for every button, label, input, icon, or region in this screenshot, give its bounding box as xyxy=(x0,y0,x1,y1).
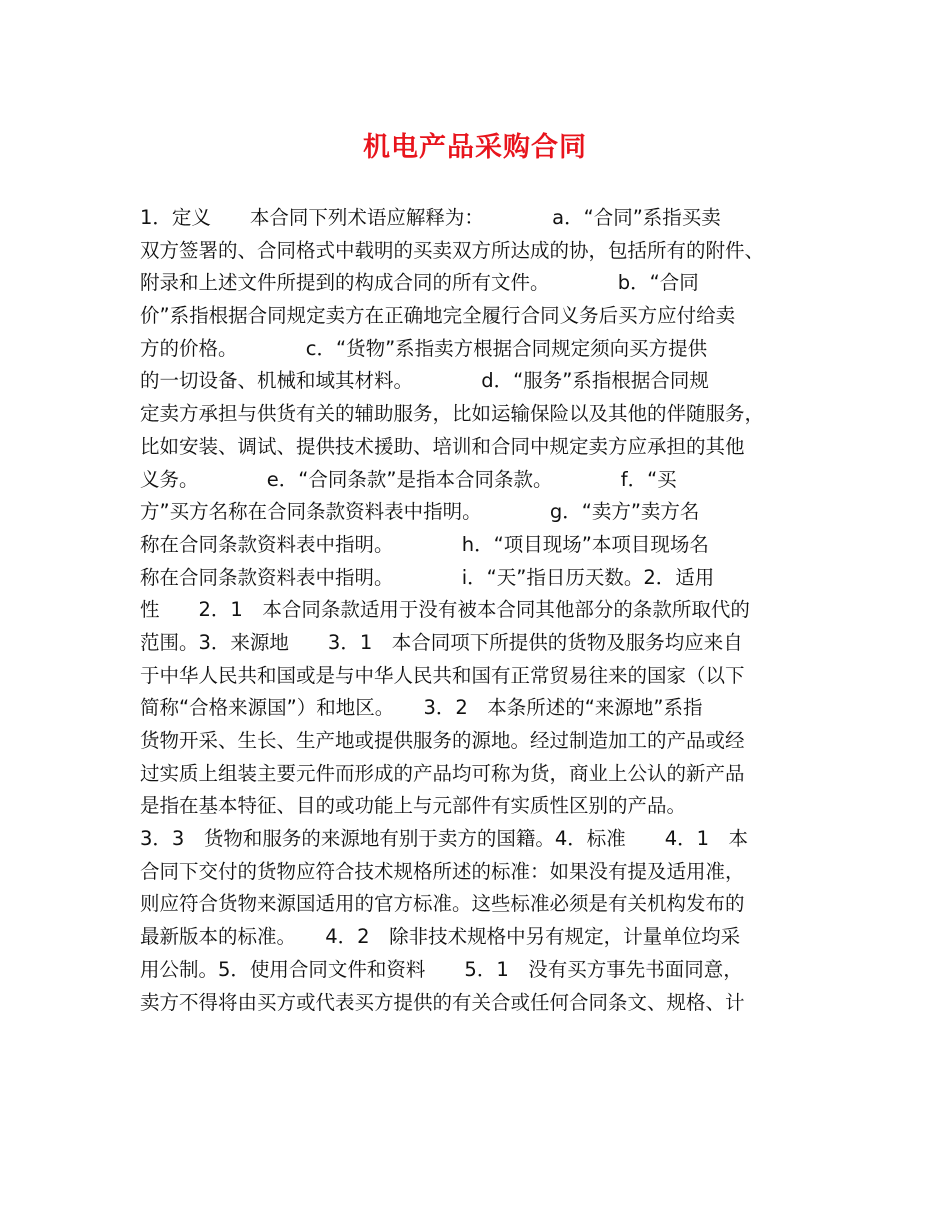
body-line: 卖方不得将由买方或代表买方提供的有关合或任何合同条文、规格、计 xyxy=(140,990,745,1014)
body-line: 合同下交付的货物应符合技术规格所述的标准：如果没有提及适用准， xyxy=(140,859,745,883)
body-line: 的一切设备、机械和域其材料。 d．“服务”系指根据合同规 xyxy=(140,369,709,393)
body-line: 最新版本的标准。 4．2 除非技术规格中另有规定，计量单位均采 xyxy=(140,925,741,949)
body-line: 称在合同条款资料表中指明。 h．“项目现场”本项目现场名 xyxy=(140,532,709,556)
body-line: 价”系指根据合同规定卖方在正确地完全履行合同义务后买方应付给卖 xyxy=(140,304,736,328)
body-line: 定卖方承担与供货有关的辅助服务，比如运输保险以及其他的伴随服务， xyxy=(140,402,765,426)
body-line: 则应符合货物来源国适用的官方标准。这些标准必须是有关机构发布的 xyxy=(140,892,745,916)
body-line: 义务。 e．“合同条款”是指本合同条款。 f．“买 xyxy=(140,467,677,491)
body-line: 过实质上组装主要元件而形成的产品均可称为货，商业上公认的新产品 xyxy=(140,761,745,785)
body-line: 方”买方名称在合同条款资料表中指明。 g．“卖方”卖方名 xyxy=(140,500,700,524)
document-body xyxy=(140,202,830,1019)
body-line: 用公制。5．使用合同文件和资料 5．1 没有买方事先书面同意， xyxy=(140,957,743,981)
body-line: 称在合同条款资料表中指明。 i．“天”指日历天数。2．适用 xyxy=(140,565,715,589)
body-line: 双方签署的、合同格式中载明的买卖双方所达成的协，包括所有的附件、 xyxy=(140,238,765,262)
body-line: 是指在基本特征、目的或功能上与元部件有实质性区别的产品。 xyxy=(140,794,687,818)
body-line: 方的价格。 c．“货物”系指卖方根据合同规定须向买方提供 xyxy=(140,336,708,360)
body-line: 附录和上述文件所提到的构成合同的所有文件。 b．“合同 xyxy=(140,271,699,295)
body-line: 3．3 货物和服务的来源地有别于卖方的国籍。4．标准 4．1 本 xyxy=(140,827,749,851)
body-line: 货物开采、生长、生产地或提供服务的源地。经过制造加工的产品或经 xyxy=(140,729,745,752)
body-line: 性 2．1 本合同条款适用于没有被本合同其他部分的条款所取代的 xyxy=(140,598,750,622)
body-line: 1．定义 本合同下列术语应解释为： a．“合同”系指买卖 xyxy=(140,206,721,229)
body-line: 比如安装、调试、提供技术援助、培训和合同中规定卖方应承担的其他 xyxy=(140,434,745,458)
document-title: 机电产品采购合同 xyxy=(363,132,587,163)
body-line: 简称“合格来源国”）和地区。 3．2 本条所述的“来源地”系指 xyxy=(140,696,703,720)
body-line: 于中华人民共和国或是与中华人民共和国有正常贸易往来的国家（以下 xyxy=(140,663,745,687)
body-line: 范围。3．来源地 3．1 本合同项下所提供的货物及服务均应来自 xyxy=(140,630,743,654)
